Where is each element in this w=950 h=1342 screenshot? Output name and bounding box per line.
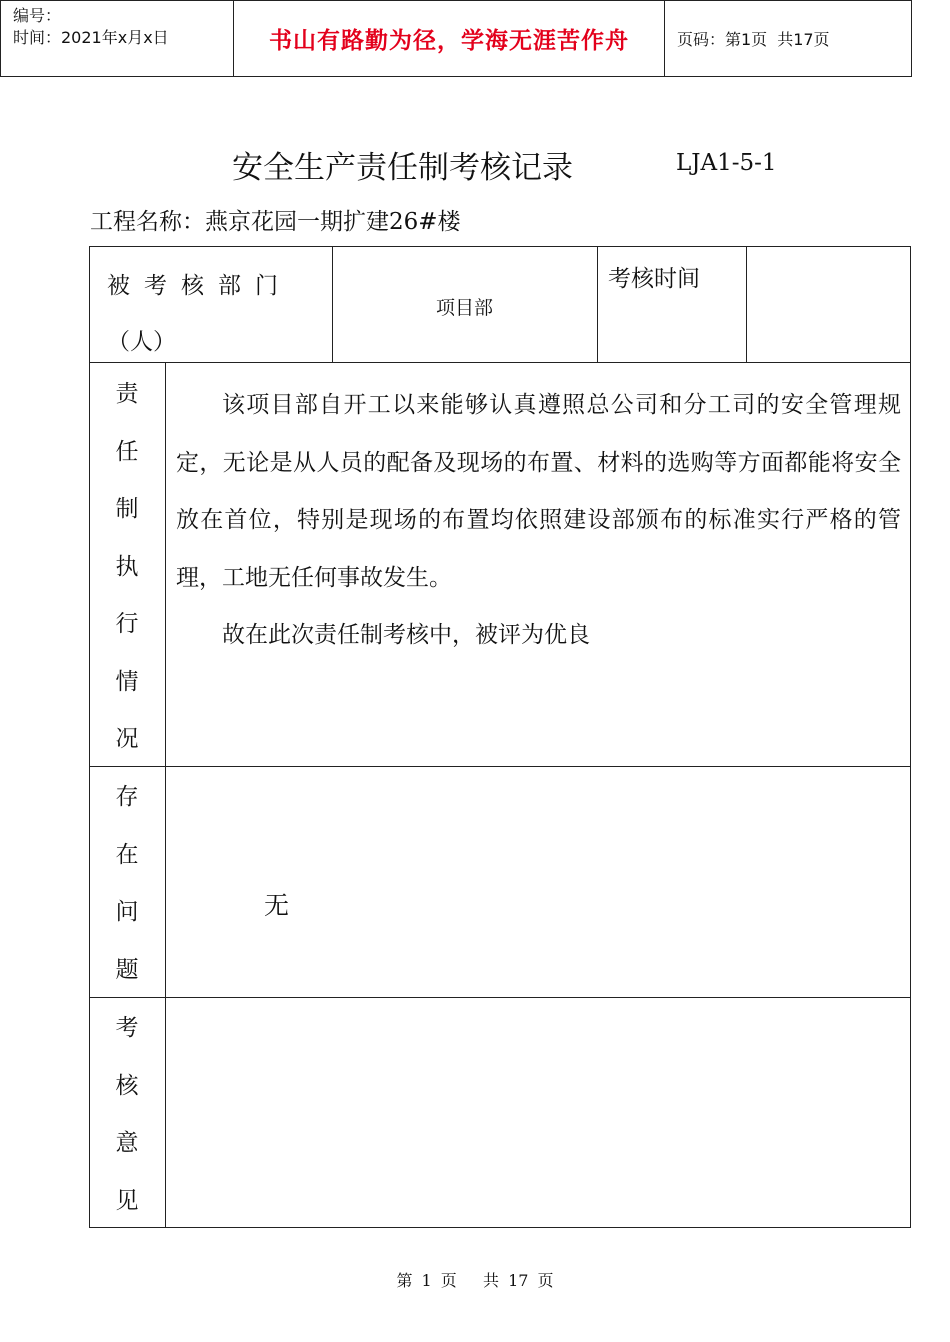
- dept-label-line1: 被考核部门: [107, 273, 292, 299]
- label-char: 执: [115, 553, 139, 580]
- label-char: 在: [115, 841, 139, 868]
- project-name: 工程名称：燕京花园一期扩建26#楼: [90, 209, 461, 235]
- date-label: 时间：2021年x月x日: [13, 28, 169, 47]
- existing-issues-value: 无: [264, 891, 290, 920]
- assessment-table: [89, 246, 911, 1228]
- label-char: 存: [115, 784, 139, 810]
- assessed-department-value: 项目部: [435, 296, 493, 319]
- execution-paragraph: 故在此次责任制考核中，被评为优良: [222, 622, 590, 648]
- label-char: 制: [115, 496, 139, 522]
- header-page-info: [665, 1, 911, 76]
- label-char: 见: [115, 1187, 139, 1214]
- row-divider: [89, 766, 911, 767]
- assessment-time-label: 考核时间: [608, 266, 700, 292]
- label-char: 核: [115, 1072, 139, 1099]
- page-footer: [0, 1268, 950, 1291]
- label-char: 任: [115, 438, 139, 465]
- header-meta: [1, 1, 234, 76]
- label-char: 题: [115, 956, 139, 983]
- label-char: 况: [115, 726, 139, 752]
- assessment-opinion-label: [89, 997, 165, 1228]
- label-char: 行: [115, 611, 139, 637]
- label-char: 问: [115, 899, 139, 925]
- existing-issues-label: [89, 766, 165, 997]
- document-code: LJA1-5-1: [676, 150, 777, 176]
- page-header: [0, 0, 912, 77]
- assessment-opinion-value: [165, 997, 911, 1228]
- page-total: 共17页: [777, 30, 830, 49]
- header-motto-cell: [234, 1, 665, 76]
- label-char: 考: [115, 1015, 139, 1041]
- assessed-department-label: [89, 246, 332, 362]
- motto-text: 书山有路勤为径，学海无涯苦作舟: [269, 28, 629, 54]
- footer-page: 第 1 页: [396, 1271, 457, 1290]
- document-title: 安全生产责任制考核记录: [232, 150, 573, 186]
- label-char: 责: [115, 381, 139, 407]
- execution-status-label: [89, 362, 165, 766]
- label-char: 意: [115, 1130, 139, 1156]
- execution-status-content: [165, 362, 911, 766]
- dept-label-line2: （人）: [107, 329, 176, 355]
- assessment-time-value: [746, 246, 911, 362]
- serial-number-label: 编号：: [13, 6, 62, 25]
- execution-paragraph: 该项目部自开工以来能够认真遵照总公司和分工司的安全管理规定，无论是从人员的配备及现场的布置、材料的选购等方面都能将安全放在首位，特别是现场的布置均依照建设部颁布的标准实行严格的管理，工地无任何事故发生。: [176, 392, 901, 591]
- footer-total: 共 17 页: [483, 1271, 554, 1290]
- label-char: 情: [115, 668, 139, 695]
- page-number: 页码：第1页: [677, 30, 768, 49]
